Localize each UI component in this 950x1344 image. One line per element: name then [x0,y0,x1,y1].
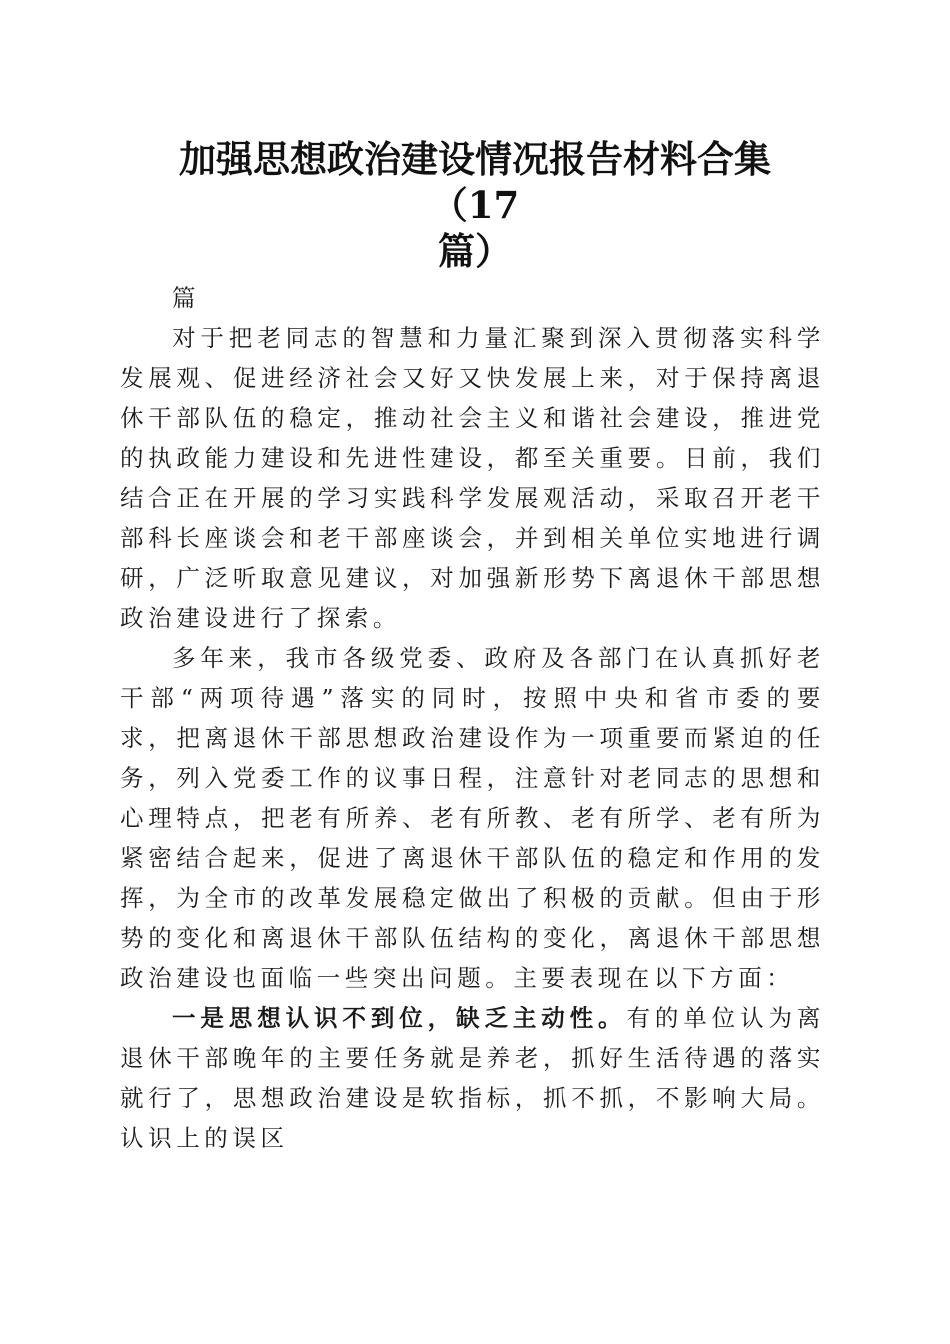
point-1-lead: 一是思想认识不到位，缺乏主动性。 [172,1004,627,1032]
section-label: 篇 [172,284,201,312]
title-line-1: 加强思想政治建设情况报告材料合集（17 [179,137,771,227]
document-title [150,136,800,274]
paragraph-3 [120,998,825,1158]
title-line-2: 篇） [438,229,512,273]
paragraph-1: 对于把老同志的智慧和力量汇聚到深入贯彻落实科学发展观、促进经济社会又好又快发展上来，对于保持离退休干部队伍的稳定，推动社会主义和谐社会建设，推进党的执政能力建设和先进性建设，都至关重要。日前，我们结合正在开展的学习实践科学发展观活动，采取召开老干部科长座谈会和老干部座谈会，并到相关单位实地进行调研，广泛听取意见建议，对加强新形势下离退休干部思想政治建设进行了探索。 [120,324,825,632]
paragraph-2: 多年来，我市各级党委、政府及各部门在认真抓好老干部“两项待遇”落实的同时，按照中央和省市委的要求，把离退休干部思想政治建设作为一项重要而紧迫的任务，列入党委工作的议事日程，注意针对老同志的思想和心理特点，把老有所养、老有所教、老有所学、老有所为紧密结合起来，促进了离退休干部队伍的稳定和作用的发挥，为全市的改革发展稳定做出了积极的贡献。但由于形势的变化和离退休干部队伍结构的变化，离退休干部思想政治建设也面临一些突出问题。主要表现在以下方面： [120,644,825,992]
document-body [120,278,825,1158]
point-1-text: 有的单位认为离退休干部晚年的主要任务就是养老，抓好生活待遇的落实就行了，思想政治建设是软指标，抓不抓，不影响大局。认识上的误区 [120,1004,825,1152]
